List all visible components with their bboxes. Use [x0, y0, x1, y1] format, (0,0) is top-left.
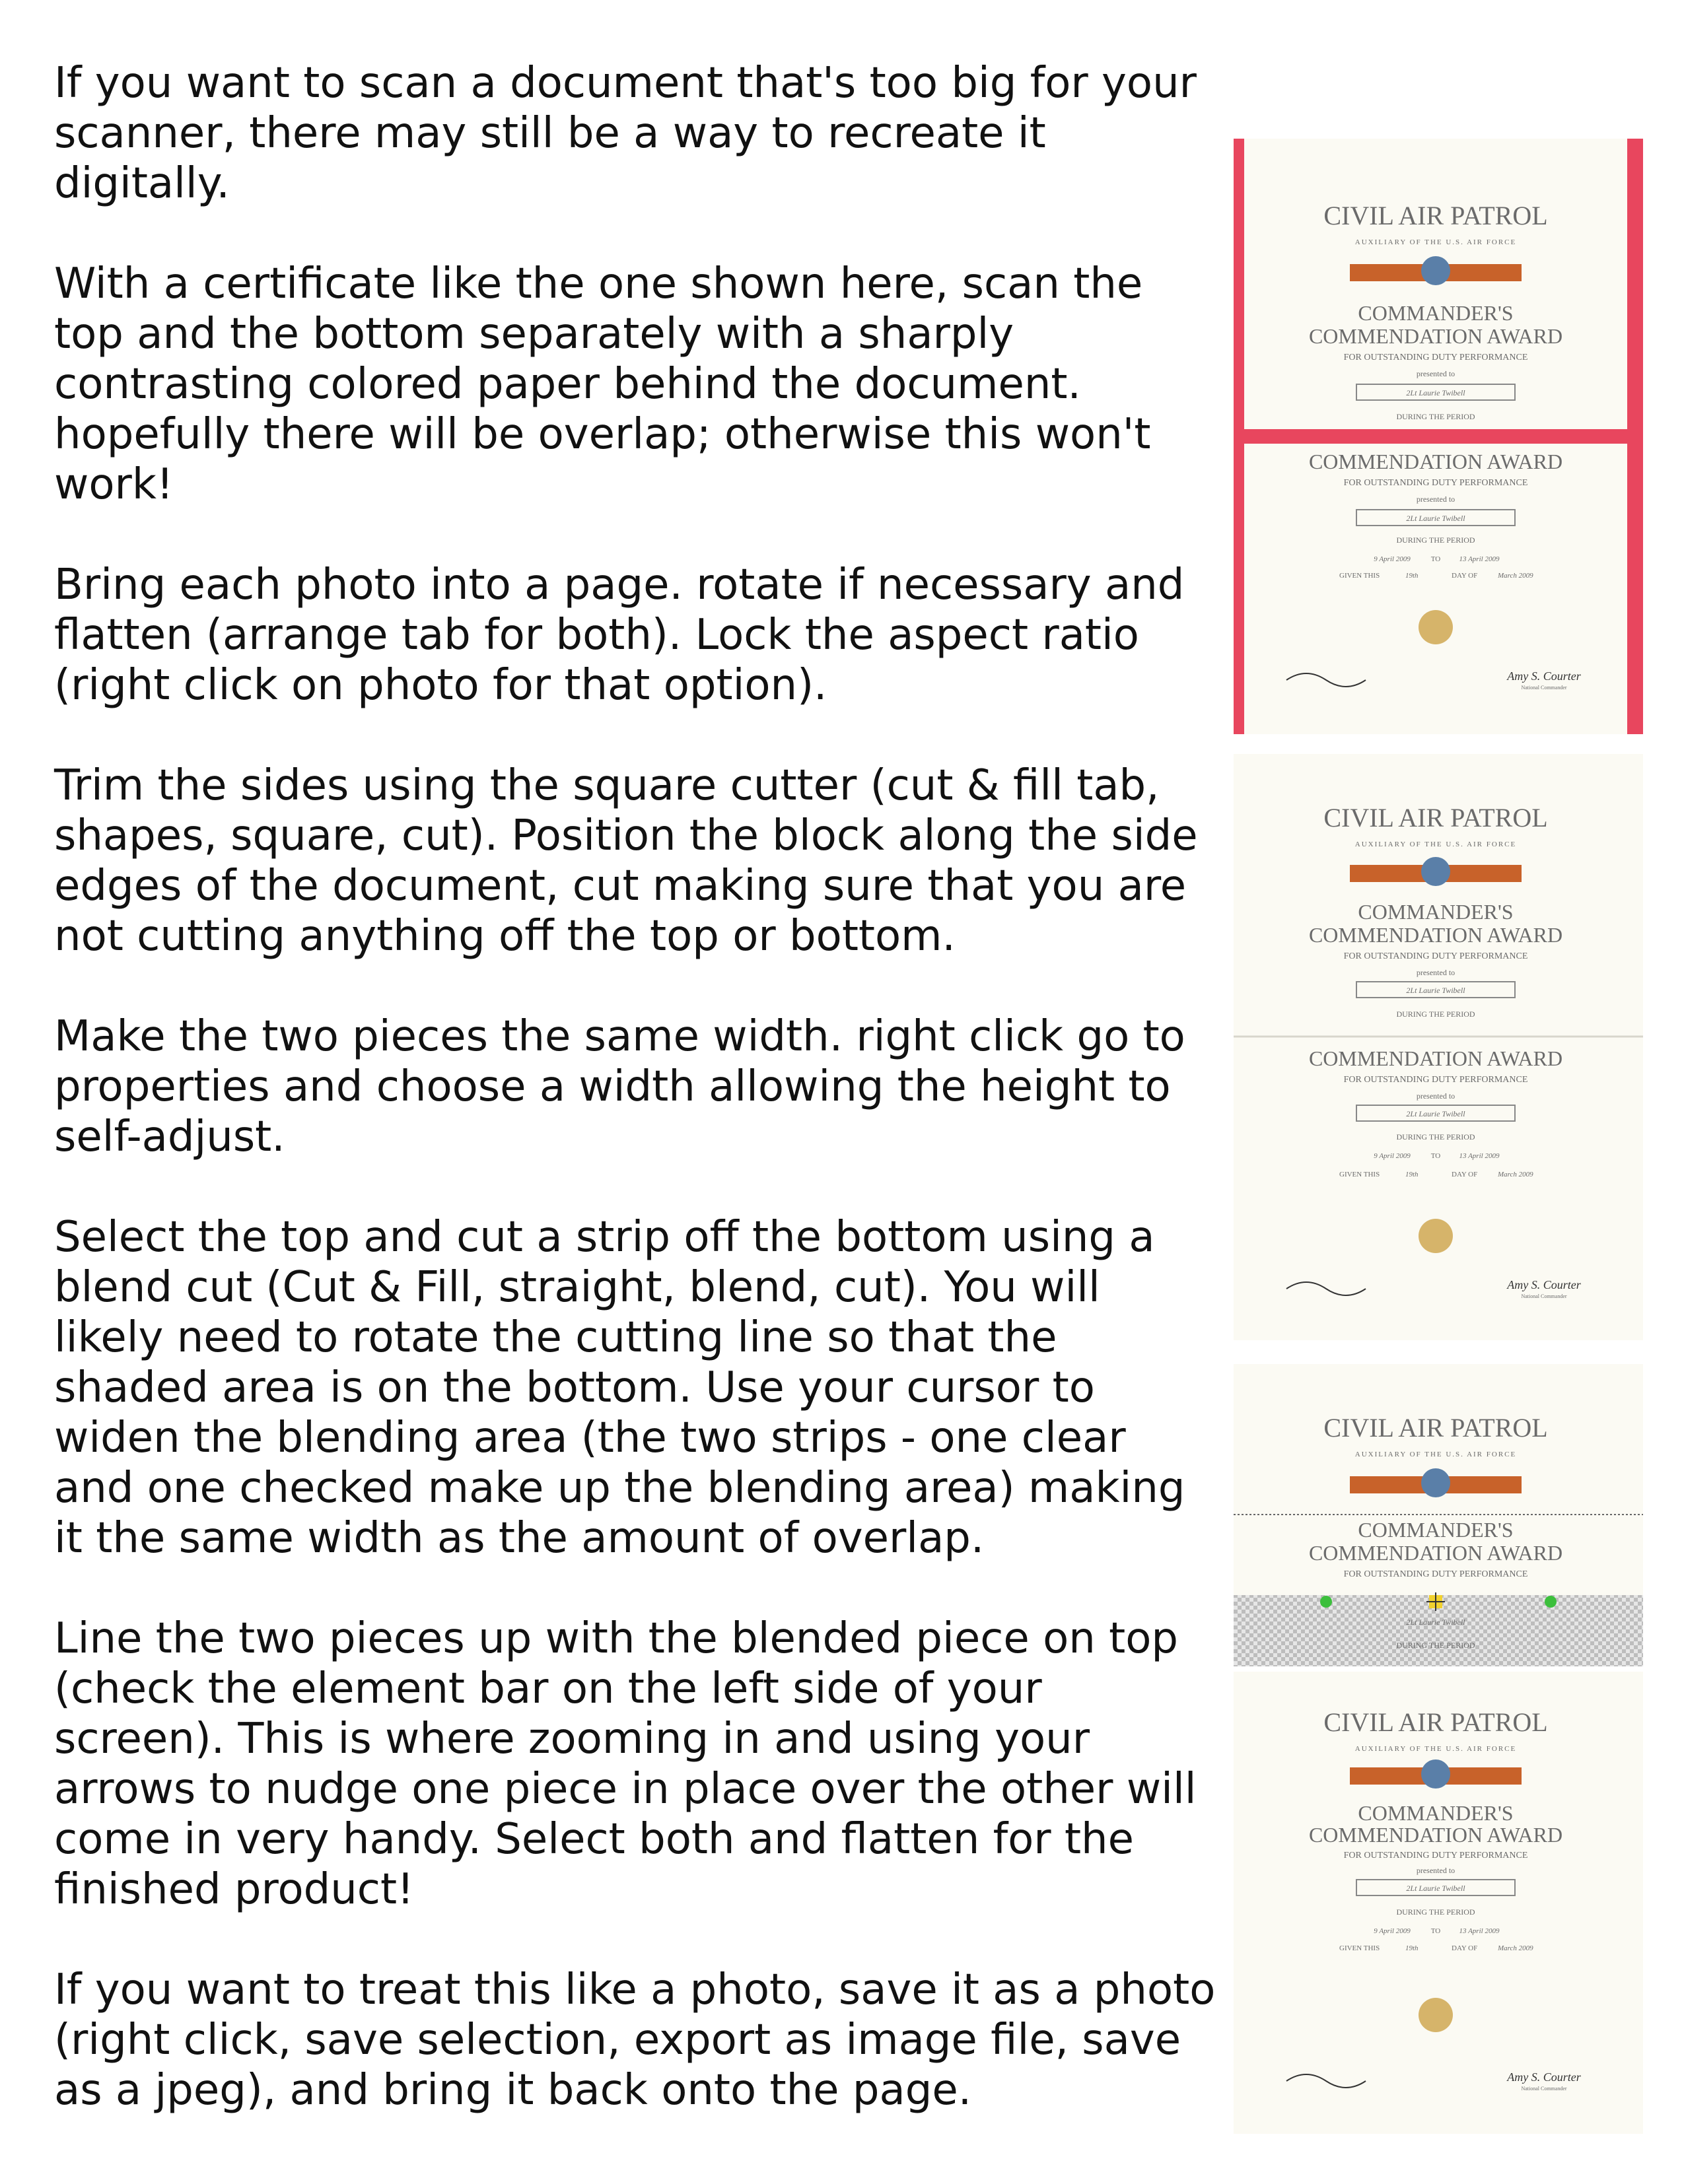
cert-subtitle: FOR OUTSTANDING DUTY PERFORMANCE: [1343, 1851, 1528, 1860]
cert-month: March 2009: [1498, 572, 1533, 580]
seal-icon: [1419, 610, 1453, 644]
paragraph-scan: With a certificate like the one shown here, scan the top and the bottom separately with a sharply contrasting colored paper behind the document. hopefully there will be overlap; otherwise this won't work!: [54, 259, 1151, 509]
blend-cut-image: [1234, 1364, 1643, 1666]
cert-from-date: 9 April 2009: [1374, 555, 1411, 563]
cert-title2: COMMENDATION AWARD: [1308, 1046, 1563, 1070]
cert-signature: Amy S. Courter: [1507, 669, 1581, 683]
cert-recipient: 2Lt Laurie Twibell: [1406, 388, 1465, 397]
handle-right-icon[interactable]: [1545, 1596, 1557, 1608]
cert-presented: presented to: [1416, 495, 1456, 504]
cert-subtitle: FOR OUTSTANDING DUTY PERFORMANCE: [1343, 1075, 1528, 1085]
cert-given: GIVEN THIS: [1339, 1171, 1380, 1178]
cert-signature-title: National Commander: [1521, 2086, 1567, 2092]
cert-subtitle: FOR OUTSTANDING DUTY PERFORMANCE: [1343, 1569, 1528, 1579]
cert-recipient: 2Lt Laurie Twibell: [1406, 1109, 1465, 1118]
cert-presented: presented to: [1416, 1866, 1456, 1875]
cert-subtitle: FOR OUTSTANDING DUTY PERFORMANCE: [1343, 951, 1528, 961]
cert-presented: presented to: [1416, 1091, 1456, 1101]
cert-to-date: 13 April 2009: [1459, 1152, 1500, 1160]
cert-signature-title: National Commander: [1521, 685, 1567, 691]
cert-to: TO: [1430, 1927, 1441, 1935]
cert-org: CIVIL AIR PATROL: [1323, 803, 1548, 833]
seal-icon: [1419, 1998, 1453, 2032]
cert-recipient: 2Lt Laurie Twibell: [1406, 1884, 1465, 1893]
cert-title2: COMMENDATION AWARD: [1308, 1541, 1563, 1565]
cert-given: GIVEN THIS: [1339, 1944, 1380, 1952]
cert-day-of: DAY OF: [1452, 572, 1478, 580]
cert-period: DURING THE PERIOD: [1396, 535, 1475, 545]
cert-day-of: DAY OF: [1452, 1171, 1478, 1178]
cert-title2: COMMENDATION AWARD: [1308, 1823, 1563, 1847]
cert-org: CIVIL AIR PATROL: [1323, 1413, 1548, 1443]
finished-certificate-image: [1234, 1672, 1643, 2134]
cert-title1: COMMANDER'S: [1358, 1518, 1514, 1542]
cert-period: DURING THE PERIOD: [1396, 1907, 1475, 1917]
cert-period: DURING THE PERIOD: [1396, 412, 1475, 421]
paragraph-save: If you want to treat this like a photo, save it as a photo (right click, save selection, export as image file, save as a jpeg), and bring it back onto the page.: [54, 1965, 1216, 2115]
cert-subtitle: FOR OUTSTANDING DUTY PERFORMANCE: [1343, 478, 1528, 488]
cert-title2: COMMENDATION AWARD: [1308, 450, 1563, 473]
paragraph-width: Make the two pieces the same width. right click go to properties and choose a width allowing the height to self-adjust.: [54, 1012, 1185, 1161]
cert-signature: Amy S. Courter: [1507, 2070, 1581, 2084]
move-cursor-icon[interactable]: [1426, 1592, 1445, 1611]
cert-day-of: DAY OF: [1452, 1944, 1478, 1952]
cert-to-date: 13 April 2009: [1459, 1927, 1500, 1935]
cert-auxiliary: AUXILIARY OF THE U.S. AIR FORCE: [1354, 1745, 1517, 1753]
cert-title1: COMMANDER'S: [1358, 301, 1514, 325]
cert-period: DURING THE PERIOD: [1396, 1132, 1475, 1142]
cert-month: March 2009: [1498, 1944, 1533, 1952]
cert-title1: COMMANDER'S: [1358, 900, 1514, 924]
paragraph-trim: Trim the sides using the square cutter (cut & fill tab, shapes, square, cut). Position the block along the side edges of the document, cut making sure that you are not cutting anything off the top or bottom.: [54, 761, 1198, 961]
cert-subtitle: FOR OUTSTANDING DUTY PERFORMANCE: [1343, 353, 1528, 362]
cert-from-date: 9 April 2009: [1374, 1152, 1411, 1160]
cert-title2: COMMENDATION AWARD: [1308, 324, 1563, 348]
cert-given-day: 19th: [1405, 572, 1419, 580]
cert-org: CIVIL AIR PATROL: [1323, 1707, 1548, 1737]
paragraph-blend: Select the top and cut a strip off the bottom using a blend cut (Cut & Fill, straight, blend, cut). You will likely need to rotate the cutting line so that the shaded area is on the bottom. Use your cursor to widen the blending area (the two strips - one clear and one checked make up the blending area) making it the same width as the amount of overlap.: [54, 1213, 1185, 1563]
cert-auxiliary: AUXILIARY OF THE U.S. AIR FORCE: [1354, 840, 1517, 848]
cert-to: TO: [1430, 555, 1441, 563]
cert-from-date: 9 April 2009: [1374, 1927, 1411, 1935]
cert-auxiliary: AUXILIARY OF THE U.S. AIR FORCE: [1354, 238, 1517, 246]
cert-given-day: 19th: [1405, 1944, 1419, 1952]
cert-org: CIVIL AIR PATROL: [1323, 201, 1548, 230]
cert-title2: COMMENDATION AWARD: [1308, 923, 1563, 947]
paragraph-rotate: Bring each photo into a page. rotate if necessary and flatten (arrange tab for both). Lock the aspect ratio (right click on photo for that option).: [54, 561, 1185, 710]
handle-left-icon[interactable]: [1320, 1596, 1332, 1608]
cert-recipient: 2Lt Laurie Twibell: [1406, 1618, 1465, 1627]
cert-month: March 2009: [1498, 1171, 1533, 1178]
cert-period: DURING THE PERIOD: [1396, 1641, 1475, 1650]
cert-recipient: 2Lt Laurie Twibell: [1406, 514, 1465, 523]
cert-given: GIVEN THIS: [1339, 572, 1380, 580]
cert-auxiliary: AUXILIARY OF THE U.S. AIR FORCE: [1354, 1450, 1517, 1458]
cert-recipient: 2Lt Laurie Twibell: [1406, 986, 1465, 995]
instructions-text: [54, 58, 1216, 2166]
cert-to: TO: [1430, 1152, 1441, 1160]
paragraph-lineup: Line the two pieces up with the blended piece on top (check the element bar on the left side of your screen). This is where zooming in and using your arrows to nudge one piece in place over the other will come in very handy. Select both and flatten for the finished product!: [54, 1614, 1197, 1914]
cert-signature: Amy S. Courter: [1507, 1278, 1581, 1291]
cert-signature-title: National Commander: [1521, 1293, 1567, 1299]
cert-presented: presented to: [1416, 369, 1456, 378]
scan-pieces-image: [1234, 139, 1643, 734]
paragraph-intro: If you want to scan a document that's too big for your scanner, there may still be a way to recreate it digitally.: [54, 59, 1197, 208]
cert-title1: COMMANDER'S: [1358, 1801, 1514, 1825]
trimmed-pieces-image: [1234, 754, 1643, 1340]
cert-period: DURING THE PERIOD: [1396, 1009, 1475, 1019]
seal-icon: [1419, 1219, 1453, 1253]
cert-to-date: 13 April 2009: [1459, 555, 1500, 563]
cert-presented: presented to: [1416, 968, 1456, 977]
cert-given-day: 19th: [1405, 1171, 1419, 1178]
